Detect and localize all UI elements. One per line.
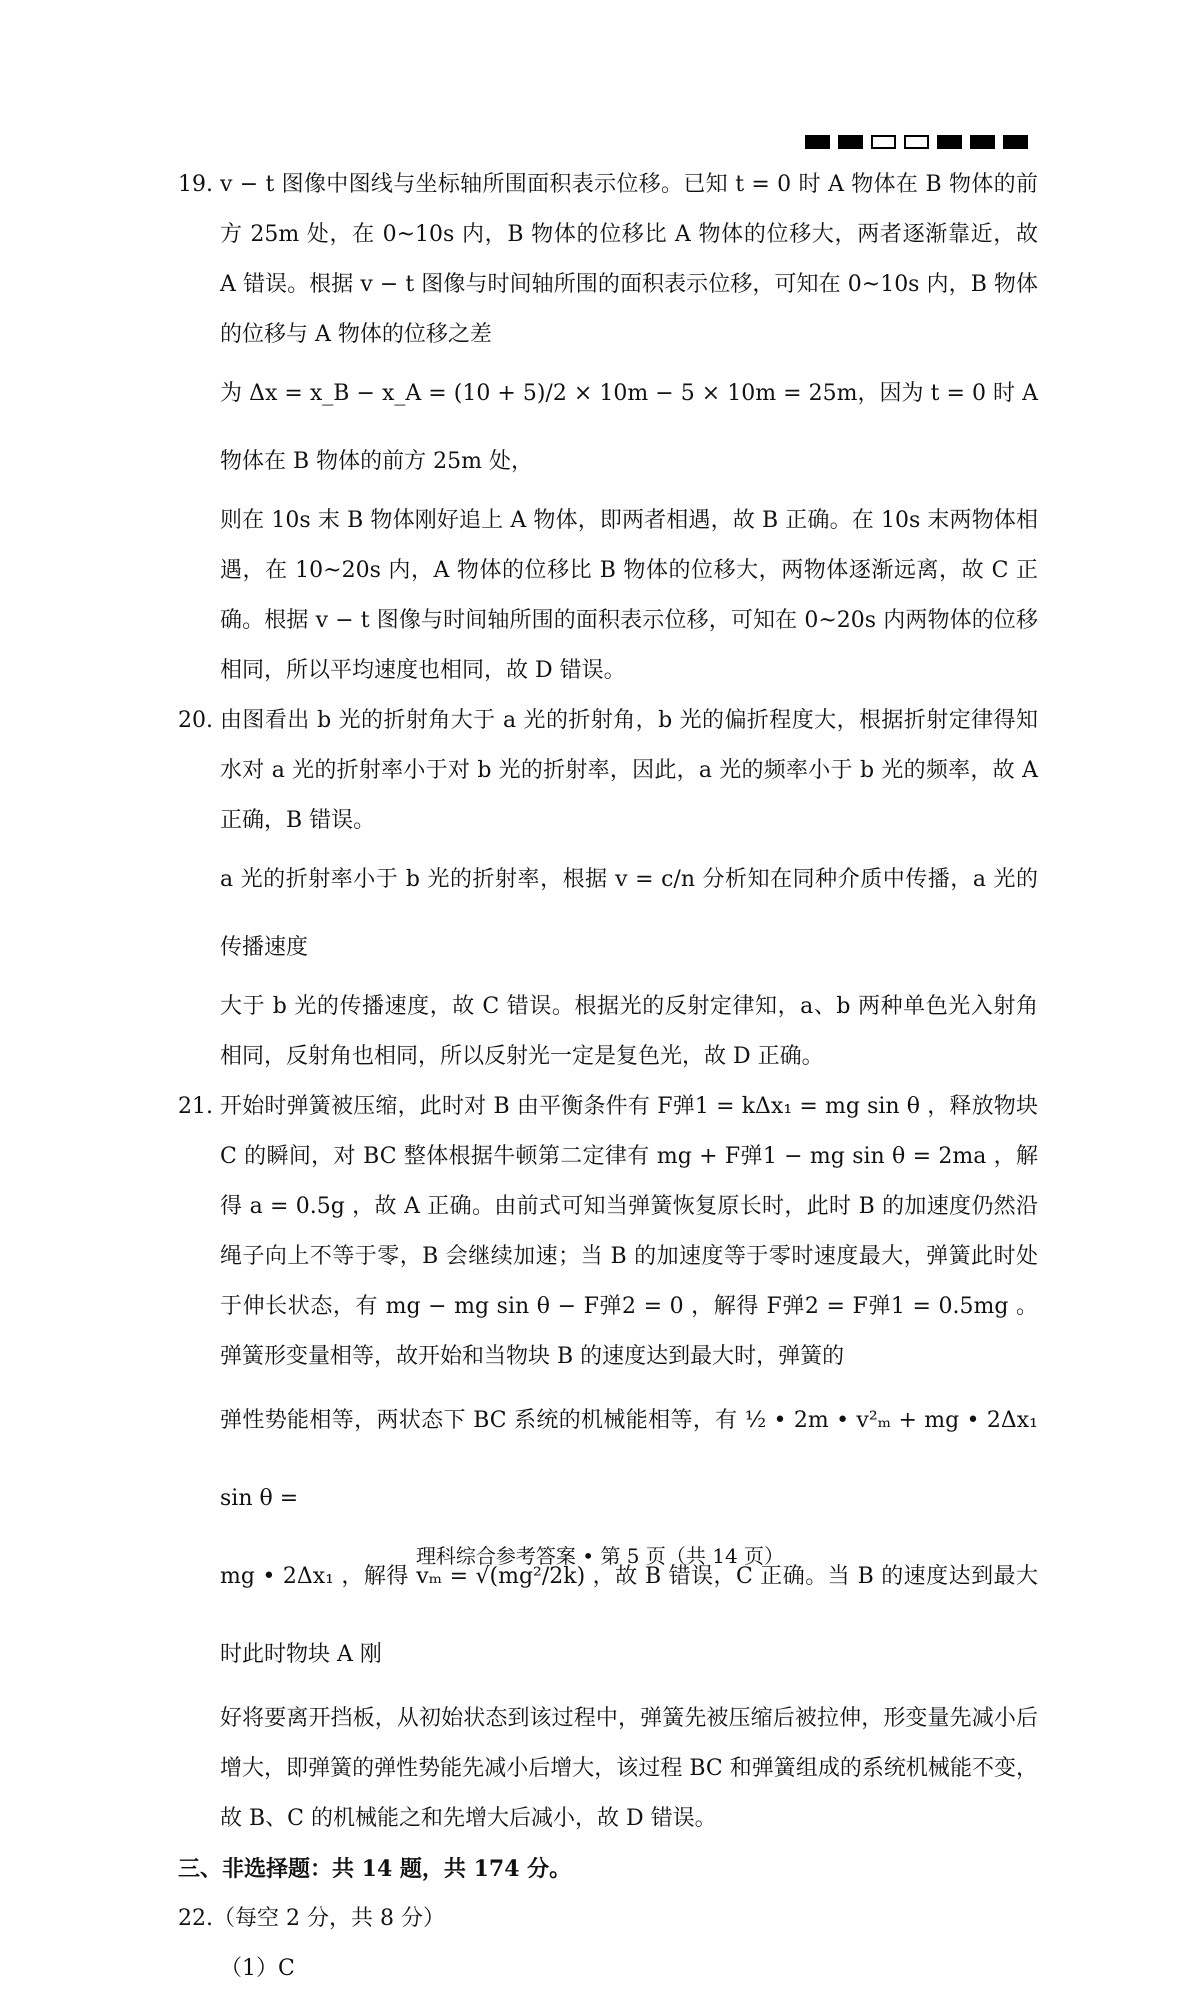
answer-paragraph-formula: mg • 2Δx₁ ，解得 vₘ = √(mg²/2k) ，故 B 错误，C 正确。当 B 的速度达到最大时此时物块 A 刚 [220, 1564, 1038, 1667]
header-marks [805, 135, 1028, 149]
answer-item-19 [178, 160, 1038, 696]
answer-content [178, 160, 1038, 1994]
question-22-answer: （1）C [220, 1956, 295, 1981]
answer-item-20 [178, 696, 1038, 1082]
score-note: （每空 2 分，共 8 分） [213, 1906, 445, 1931]
answer-paragraph-formula: 弹性势能相等，两状态下 BC 系统的机械能相等，有 ½ • 2m • v²ₘ + mg • 2Δx₁ sin θ = [220, 1408, 1038, 1511]
question-number: 19. [178, 172, 213, 197]
answer-paragraph: 由图看出 b 光的折射角大于 a 光的折射角，b 光的偏折程度大，根据折射定律得知水对 a 光的折射率小于对 b 光的折射率，因此，a 光的频率小于 b 光的频率，故 A 正确，B 错误。 [220, 708, 1038, 833]
question-number: 22. [178, 1906, 213, 1931]
page-footer: 理科综合参考答案 • 第 5 页（共 14 页） [415, 1544, 785, 1568]
section-heading: 三、非选择题：共 14 题，共 174 分。 [178, 1856, 572, 1882]
header-mark [838, 135, 863, 149]
answer-paragraph-formula: 为 Δx = x_B − x_A = (10 + 5)/2 × 10m − 5 × 10m = 25m，因为 t = 0 时 A 物体在 B 物体的前方 25m 处， [220, 381, 1038, 474]
question-number: 20. [178, 708, 213, 733]
header-mark [871, 135, 896, 149]
question-number: 21. [178, 1094, 213, 1119]
answer-item-21 [178, 1082, 1038, 1844]
header-mark [970, 135, 995, 149]
header-mark [904, 135, 929, 149]
answer-paragraph: 好将要离开挡板，从初始状态到该过程中，弹簧先被压缩后被拉伸，形变量先减小后增大，即弹簧的弹性势能先减小后增大，该过程 BC 和弹簧组成的系统机械能不变，故 B、C 的机械能之和先增大后减小，故 D 错误。 [220, 1706, 1038, 1831]
answer-paragraph: 开始时弹簧被压缩，此时对 B 由平衡条件有 F弹1 = kΔx₁ = mg sin θ ，释放物块 C 的瞬间，对 BC 整体根据牛顿第二定律有 mg + F弹1 − mg sin θ = 2ma ，解得 a = 0.5g ，故 A 正确。由前式可知当弹簧恢复原长时，此时 B 的加速度仍然沿绳子向上不等于零，B 会继续加速；当 B 的加速度等于零时速度最大，弹簧此时处于伸长状态，有 mg − mg sin θ − F弹2 = 0 ，解得 F弹2 = F弹1 = 0.5mg 。弹簧形变量相等，故开始和当物块 B 的速度达到最大时，弹簧的 [220, 1094, 1038, 1369]
answer-paragraph: 大于 b 光的传播速度，故 C 错误。根据光的反射定律知，a、b 两种单色光入射角相同，反射角也相同，所以反射光一定是复色光，故 D 正确。 [220, 994, 1038, 1069]
answer-paragraph: v − t 图像中图线与坐标轴所围面积表示位移。已知 t = 0 时 A 物体在 B 物体的前方 25m 处，在 0~10s 内，B 物体的位移比 A 物体的位移大，两者逐渐靠近，故 A 错误。根据 v − t 图像与时间轴所围的面积表示位移，可知在 0~10s 内，B 物体的位移与 A 物体的位移之差 [220, 172, 1038, 347]
header-mark [805, 135, 830, 149]
question-22-header [178, 1894, 1038, 1944]
answer-paragraph: 则在 10s 末 B 物体刚好追上 A 物体，即两者相遇，故 B 正确。在 10s 末两物体相遇，在 10~20s 内，A 物体的位移比 B 物体的位移大，两物体逐渐远离，故 C 正确。根据 v − t 图像与时间轴所围的面积表示位移，可知在 0~20s 内两物体的位移相同，所以平均速度也相同，故 D 错误。 [220, 508, 1038, 683]
header-mark [937, 135, 962, 149]
answer-paragraph-formula: a 光的折射率小于 b 光的折射率，根据 v = c/n 分析知在同种介质中传播，a 光的传播速度 [220, 867, 1038, 960]
header-mark [1003, 135, 1028, 149]
